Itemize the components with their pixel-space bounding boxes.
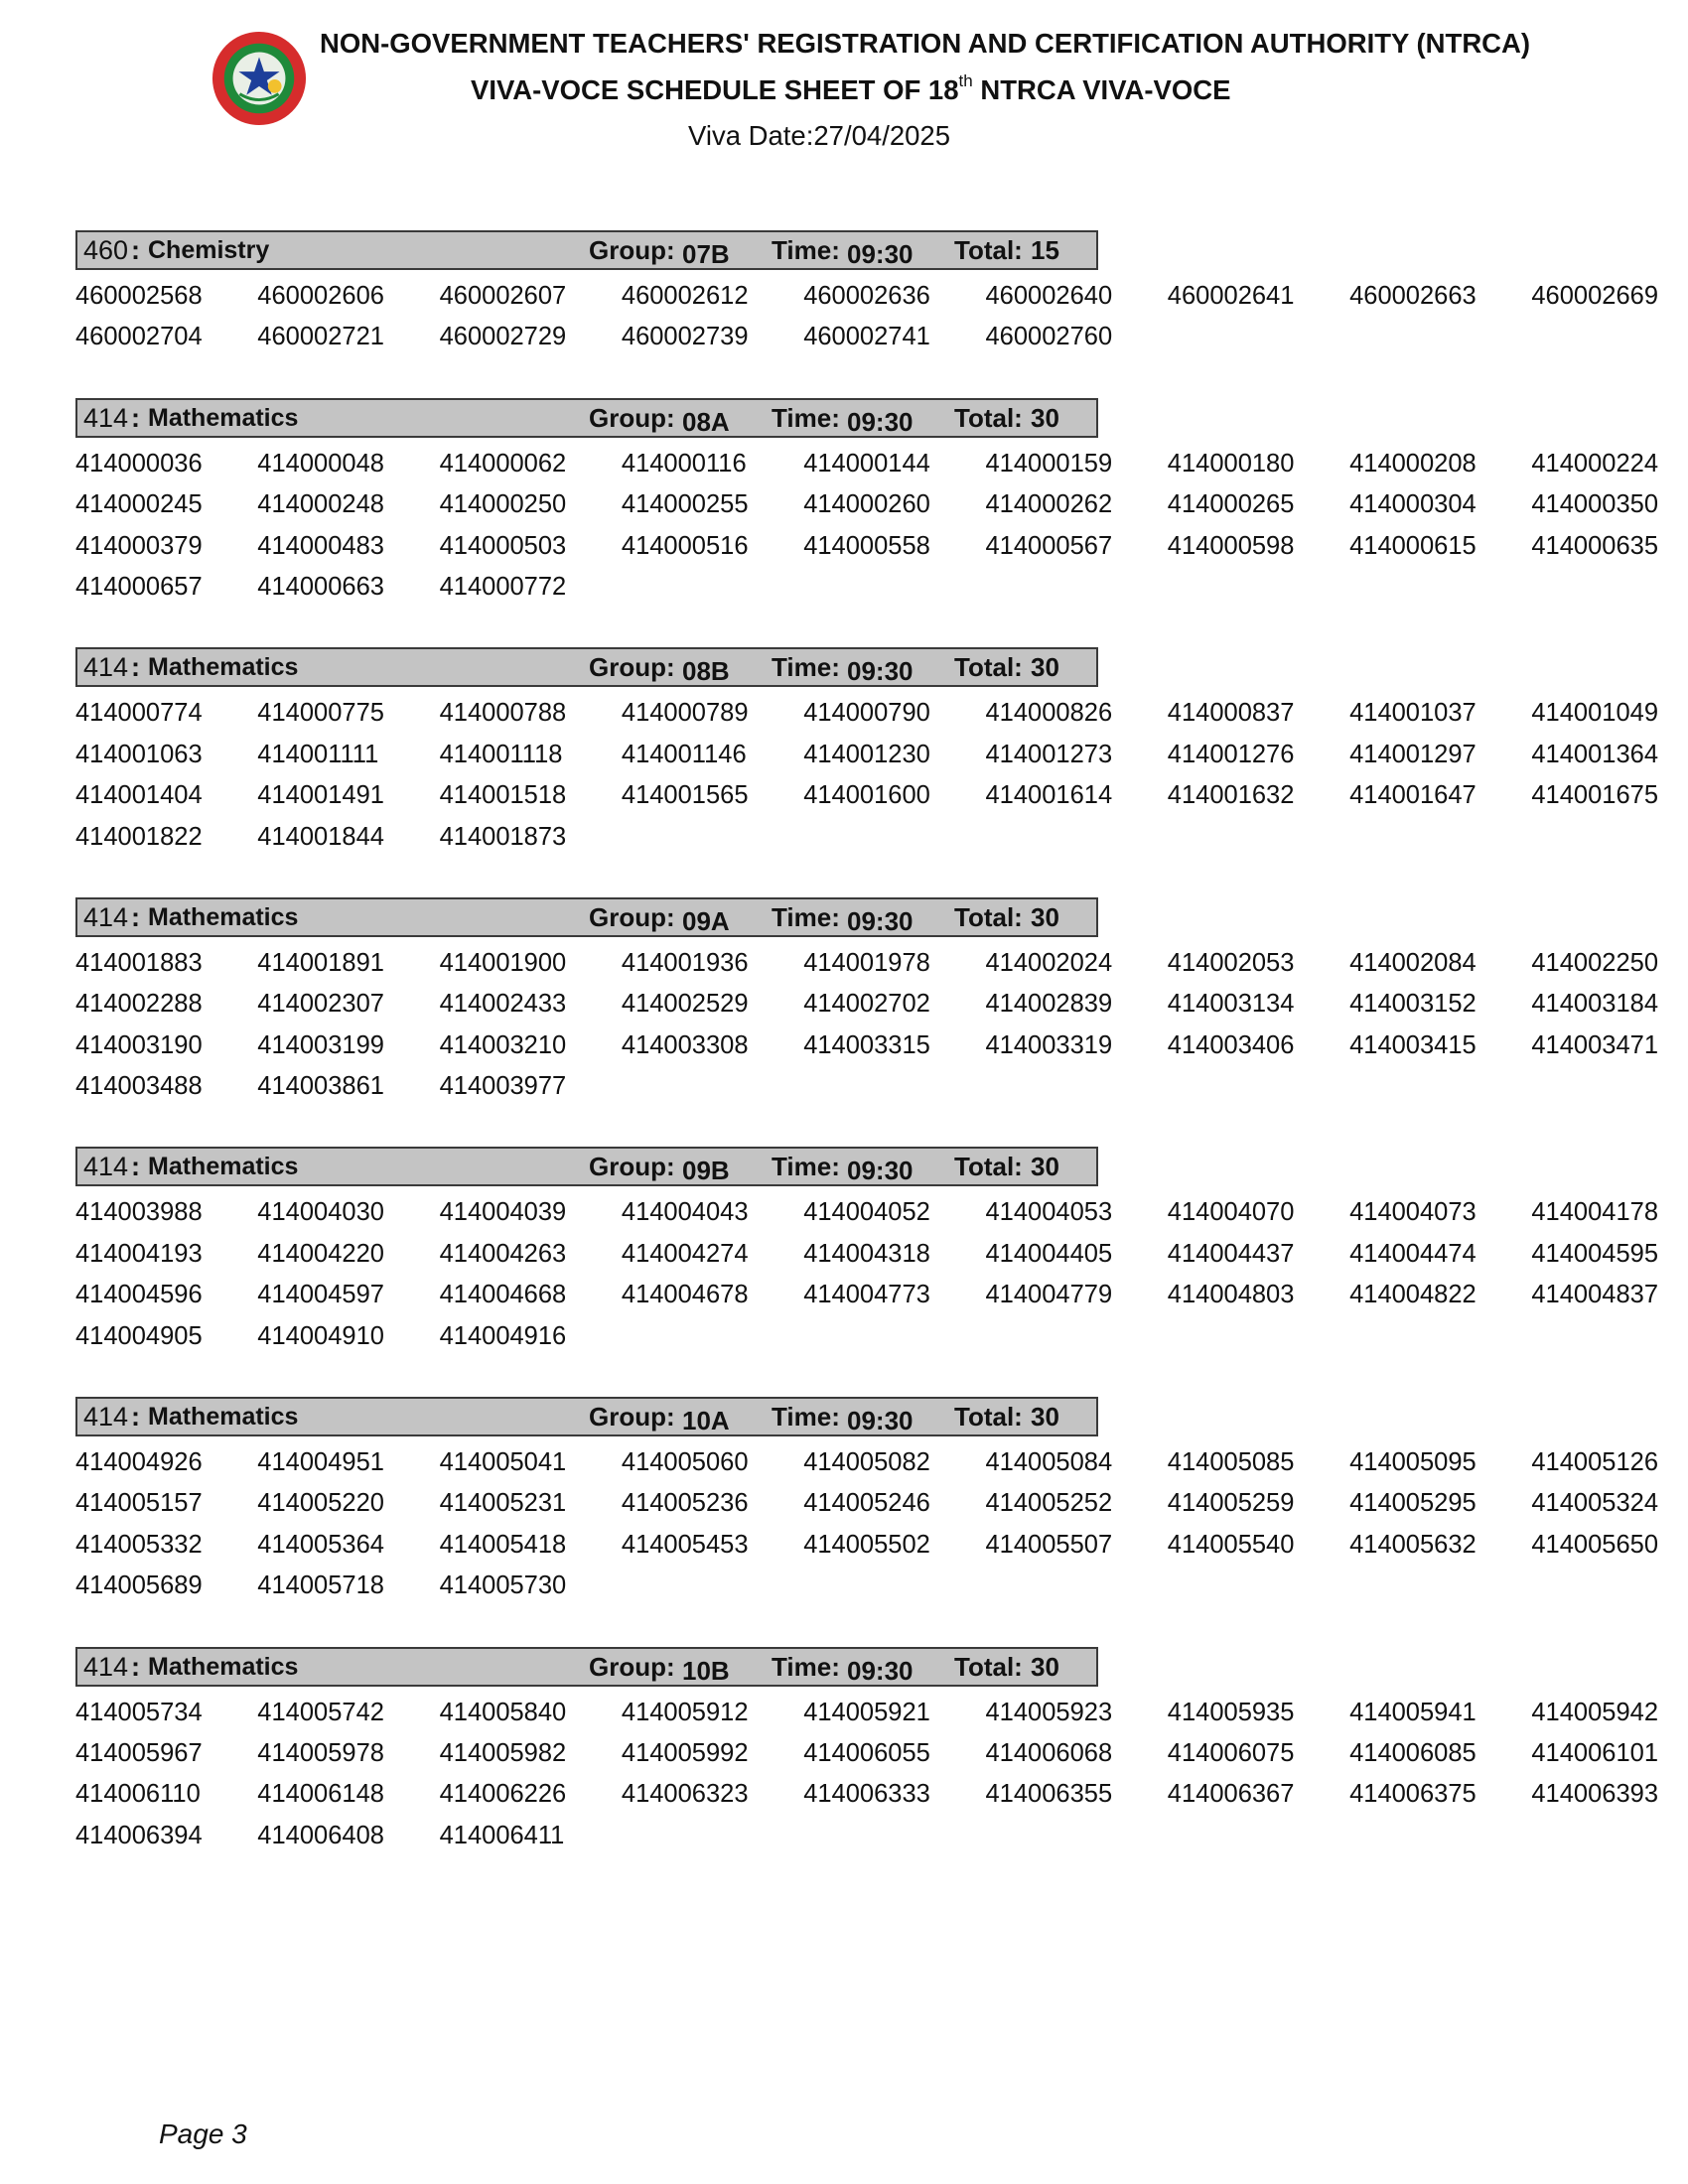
candidate-roll-number: 414005912	[621, 1698, 749, 1726]
candidate-roll-number: 414002288	[75, 990, 203, 1019]
total-label: Total:	[954, 235, 1023, 265]
candidate-roll-number: 414004043	[621, 1198, 749, 1227]
candidate-roll-number: 414004220	[257, 1239, 384, 1268]
group-value: 10B	[682, 1655, 730, 1686]
candidate-roll-number: 414006068	[985, 1738, 1113, 1767]
candidate-roll-number: 414006394	[75, 1821, 203, 1849]
candidate-roll-number: 414005742	[257, 1698, 384, 1726]
candidate-roll-number: 414004070	[1167, 1198, 1295, 1227]
candidate-roll-number: 414005041	[439, 1448, 567, 1477]
candidate-roll-number: 414006375	[1349, 1780, 1477, 1809]
subject-name: Mathematics	[148, 1652, 299, 1681]
candidate-roll-number: 414004274	[621, 1239, 749, 1268]
candidate-roll-number: 460002663	[1349, 282, 1477, 310]
ntrca-logo-icon	[211, 30, 308, 127]
candidate-roll-number: 414005231	[439, 1489, 567, 1518]
schedule-section	[75, 1147, 1674, 1357]
time-value: 09:30	[847, 905, 914, 936]
total-label: Total:	[954, 402, 1023, 433]
total-value: 30	[1031, 1402, 1059, 1433]
candidate-roll-number: 414001936	[621, 948, 749, 977]
subject-code: 414	[83, 652, 129, 683]
candidate-roll-number: 414000379	[75, 531, 203, 560]
candidate-roll-number: 414005259	[1167, 1489, 1295, 1518]
candidate-roll-number: 414003190	[75, 1030, 203, 1059]
candidate-roll-number: 414006367	[1167, 1780, 1295, 1809]
schedule-section	[75, 398, 1674, 609]
candidate-roll-number: 414001118	[439, 740, 563, 768]
candidate-roll-number: 414004597	[257, 1281, 384, 1309]
code-separator: :	[131, 1402, 140, 1433]
subject-name: Mathematics	[148, 653, 299, 682]
candidate-roll-number: 414000516	[621, 531, 749, 560]
candidate-roll-number: 414004916	[439, 1321, 567, 1350]
candidate-roll-number: 414004474	[1349, 1239, 1477, 1268]
candidate-roll-number: 414001297	[1349, 740, 1477, 768]
schedule-section	[75, 1647, 1674, 1857]
candidate-roll-number: 414003861	[257, 1072, 384, 1101]
candidate-roll-number: 414000790	[803, 699, 930, 728]
candidate-id-list	[75, 943, 1674, 1108]
candidate-roll-number: 414005840	[439, 1698, 567, 1726]
candidate-roll-number: 414000224	[1531, 449, 1659, 478]
schedule-section	[75, 647, 1674, 858]
subject-name: Mathematics	[148, 902, 299, 931]
candidate-roll-number: 414005084	[985, 1448, 1113, 1477]
candidate-roll-number: 414005157	[75, 1489, 203, 1518]
total-label: Total:	[954, 652, 1023, 683]
candidate-roll-number: 414006110	[75, 1780, 201, 1809]
section-banner	[75, 647, 1098, 687]
candidate-roll-number: 414006355	[985, 1780, 1113, 1809]
candidate-roll-number: 414005085	[1167, 1448, 1295, 1477]
total-value: 30	[1031, 901, 1059, 932]
code-separator: :	[131, 402, 140, 433]
code-separator: :	[131, 901, 140, 932]
candidate-roll-number: 414003488	[75, 1072, 203, 1101]
total-value: 30	[1031, 1651, 1059, 1682]
candidate-roll-number: 414005992	[621, 1738, 749, 1767]
candidate-roll-number: 414006085	[1349, 1738, 1477, 1767]
candidate-roll-number: 414005689	[75, 1571, 203, 1600]
candidate-roll-number: 414000248	[257, 490, 384, 519]
viva-date	[688, 120, 950, 152]
candidate-roll-number: 414005935	[1167, 1698, 1295, 1726]
candidate-roll-number: 414000304	[1349, 490, 1477, 519]
candidate-roll-number: 414002084	[1349, 948, 1477, 977]
candidate-roll-number: 414000144	[803, 449, 930, 478]
subject-code: 414	[83, 901, 129, 932]
candidate-roll-number: 414004668	[439, 1281, 567, 1309]
candidate-roll-number: 414005502	[803, 1530, 930, 1559]
candidate-roll-number: 414001844	[257, 822, 384, 851]
candidate-roll-number: 414004910	[257, 1321, 384, 1350]
candidate-roll-number: 460002640	[985, 282, 1113, 310]
candidate-id-list	[75, 1192, 1674, 1357]
document-subtitle	[471, 71, 1231, 106]
viva-date-value: 27/04/2025	[813, 120, 951, 151]
candidate-roll-number: 414004073	[1349, 1198, 1477, 1227]
candidate-roll-number: 414002702	[803, 990, 930, 1019]
candidate-roll-number: 414005126	[1531, 1448, 1659, 1477]
candidate-roll-number: 414005921	[803, 1698, 930, 1726]
candidate-roll-number: 414004437	[1167, 1239, 1295, 1268]
group-value: 08A	[682, 406, 730, 437]
candidate-roll-number: 414001883	[75, 948, 203, 977]
candidate-roll-number: 414005923	[985, 1698, 1113, 1726]
candidate-roll-number: 414001491	[257, 781, 384, 810]
total-label: Total:	[954, 1152, 1023, 1182]
candidate-roll-number: 414003415	[1349, 1030, 1477, 1059]
candidate-roll-number: 414003199	[257, 1030, 384, 1059]
section-banner	[75, 897, 1098, 937]
candidate-roll-number: 414004803	[1167, 1281, 1295, 1309]
candidate-roll-number: 414004178	[1531, 1198, 1659, 1227]
section-banner	[75, 1147, 1098, 1186]
candidate-roll-number: 414001111	[257, 740, 379, 768]
candidate-roll-number: 414000180	[1167, 449, 1295, 478]
candidate-roll-number: 414000774	[75, 699, 203, 728]
document-header	[0, 0, 1688, 169]
candidate-roll-number: 414000635	[1531, 531, 1659, 560]
group-label: Group:	[589, 402, 675, 433]
total-value: 30	[1031, 402, 1059, 433]
candidate-roll-number: 460002704	[75, 323, 203, 351]
candidate-roll-number: 414001037	[1349, 699, 1477, 728]
candidate-roll-number: 414001873	[439, 822, 567, 851]
candidate-roll-number: 414004405	[985, 1239, 1113, 1268]
candidate-roll-number: 414004678	[621, 1281, 749, 1309]
subject-code: 414	[83, 1402, 129, 1433]
code-separator: :	[131, 652, 140, 683]
candidate-roll-number: 414000826	[985, 699, 1113, 728]
candidate-roll-number: 414000789	[621, 699, 749, 728]
code-separator: :	[131, 1651, 140, 1682]
schedule-section	[75, 230, 1674, 358]
candidate-roll-number: 414005734	[75, 1698, 203, 1726]
time-label: Time:	[772, 1651, 840, 1682]
candidate-roll-number: 460002568	[75, 282, 203, 310]
candidate-roll-number: 414000567	[985, 531, 1113, 560]
candidate-id-list	[75, 276, 1674, 358]
candidate-roll-number: 414000772	[439, 572, 567, 601]
candidate-roll-number: 414000657	[75, 572, 203, 601]
time-label: Time:	[772, 402, 840, 433]
group-label: Group:	[589, 652, 675, 683]
schedule-section	[75, 897, 1674, 1108]
candidate-roll-number: 414000837	[1167, 699, 1295, 728]
candidate-roll-number: 414002250	[1531, 948, 1659, 977]
group-label: Group:	[589, 1651, 675, 1682]
candidate-roll-number: 414005418	[439, 1530, 567, 1559]
candidate-roll-number: 414004926	[75, 1448, 203, 1477]
candidate-roll-number: 414006333	[803, 1780, 930, 1809]
candidate-roll-number: 414003308	[621, 1030, 749, 1059]
candidate-roll-number: 414006408	[257, 1821, 384, 1849]
candidate-roll-number: 460002741	[803, 323, 930, 351]
candidate-roll-number: 414005453	[621, 1530, 749, 1559]
candidate-roll-number: 414004822	[1349, 1281, 1477, 1309]
candidate-id-list	[75, 1442, 1674, 1607]
group-value: 07B	[682, 239, 730, 269]
candidate-roll-number: 414001063	[75, 740, 203, 768]
group-label: Group:	[589, 235, 675, 265]
total-value: 15	[1031, 235, 1059, 265]
candidate-roll-number: 414000159	[985, 449, 1113, 478]
candidate-roll-number: 414002307	[257, 990, 384, 1019]
candidate-roll-number: 414004052	[803, 1198, 930, 1227]
candidate-roll-number: 414005941	[1349, 1698, 1477, 1726]
time-value: 09:30	[847, 1156, 914, 1186]
candidate-roll-number: 460002729	[439, 323, 567, 351]
candidate-roll-number: 414000350	[1531, 490, 1659, 519]
candidate-roll-number: 414000615	[1349, 531, 1477, 560]
candidate-roll-number: 414001891	[257, 948, 384, 977]
subject-code: 414	[83, 402, 129, 433]
group-label: Group:	[589, 1402, 675, 1433]
candidate-roll-number: 414001404	[75, 781, 203, 810]
candidate-roll-number: 460002669	[1531, 282, 1659, 310]
total-label: Total:	[954, 1651, 1023, 1682]
candidate-roll-number: 414001900	[439, 948, 567, 977]
candidate-roll-number: 414002839	[985, 990, 1113, 1019]
candidate-roll-number: 414004030	[257, 1198, 384, 1227]
candidate-roll-number: 414001273	[985, 740, 1113, 768]
candidate-roll-number: 414001146	[621, 740, 747, 768]
candidate-roll-number: 414001600	[803, 781, 930, 810]
candidate-roll-number: 414003988	[75, 1198, 203, 1227]
candidate-roll-number: 414005095	[1349, 1448, 1477, 1477]
candidate-roll-number: 414005236	[621, 1489, 749, 1518]
page-number: Page 3	[159, 2118, 247, 2149]
candidate-roll-number: 460002607	[439, 282, 567, 310]
total-value: 30	[1031, 652, 1059, 683]
candidate-roll-number: 414005332	[75, 1530, 203, 1559]
candidate-roll-number: 414005220	[257, 1489, 384, 1518]
candidate-roll-number: 414006226	[439, 1780, 567, 1809]
subject-name: Mathematics	[148, 403, 299, 432]
candidate-roll-number: 414000483	[257, 531, 384, 560]
candidate-roll-number: 414003977	[439, 1072, 567, 1101]
candidate-roll-number: 414004053	[985, 1198, 1113, 1227]
candidate-roll-number: 460002612	[621, 282, 749, 310]
candidate-roll-number: 414001518	[439, 781, 567, 810]
candidate-roll-number: 414005967	[75, 1738, 203, 1767]
candidate-roll-number: 414003406	[1167, 1030, 1295, 1059]
candidate-roll-number: 460002636	[803, 282, 930, 310]
candidate-roll-number: 414006411	[439, 1821, 565, 1849]
candidate-roll-number: 414005060	[621, 1448, 749, 1477]
candidate-roll-number: 414000262	[985, 490, 1113, 519]
candidate-roll-number: 414005730	[439, 1571, 567, 1600]
candidate-roll-number: 414000255	[621, 490, 749, 519]
candidate-roll-number: 414001675	[1531, 781, 1659, 810]
candidate-roll-number: 414006101	[1531, 1738, 1659, 1767]
candidate-roll-number: 414004193	[75, 1239, 203, 1268]
candidate-roll-number: 414005942	[1531, 1698, 1659, 1726]
candidate-roll-number: 414001614	[985, 781, 1113, 810]
code-separator: :	[131, 1152, 140, 1182]
section-banner	[75, 1397, 1098, 1436]
candidate-roll-number: 414000788	[439, 699, 567, 728]
candidate-roll-number: 414005295	[1349, 1489, 1477, 1518]
candidate-roll-number: 414001565	[621, 781, 749, 810]
candidate-roll-number: 414004039	[439, 1198, 567, 1227]
time-label: Time:	[772, 901, 840, 932]
candidate-roll-number: 414005982	[439, 1738, 567, 1767]
candidate-roll-number: 414000208	[1349, 449, 1477, 478]
time-label: Time:	[772, 235, 840, 265]
candidate-roll-number: 414000048	[257, 449, 384, 478]
candidate-roll-number: 414002024	[985, 948, 1113, 977]
candidate-roll-number: 460002641	[1167, 282, 1295, 310]
candidate-roll-number: 414000265	[1167, 490, 1295, 519]
candidate-roll-number: 414000062	[439, 449, 567, 478]
candidate-roll-number: 460002721	[257, 323, 384, 351]
candidate-roll-number: 414004779	[985, 1281, 1113, 1309]
subject-code: 460	[83, 235, 129, 265]
candidate-roll-number: 414004773	[803, 1281, 930, 1309]
candidate-roll-number: 414006148	[257, 1780, 384, 1809]
subject-name: Mathematics	[148, 1153, 299, 1181]
candidate-roll-number: 414003315	[803, 1030, 930, 1059]
candidate-roll-number: 414001230	[803, 740, 930, 768]
document-title: NON-GOVERNMENT TEACHERS' REGISTRATION AND CERTIFICATION AUTHORITY (NTRCA)	[320, 28, 1531, 59]
schedule-section	[75, 1397, 1674, 1607]
candidate-id-list	[75, 444, 1674, 609]
viva-date-label: Viva Date:	[688, 120, 814, 151]
candidate-roll-number: 414003319	[985, 1030, 1113, 1059]
subject-code: 414	[83, 1152, 129, 1182]
candidate-roll-number: 414006323	[621, 1780, 749, 1809]
candidate-roll-number: 414004596	[75, 1281, 203, 1309]
candidate-roll-number: 414001364	[1531, 740, 1659, 768]
time-value: 09:30	[847, 656, 914, 687]
candidate-roll-number: 414003210	[439, 1030, 567, 1059]
group-value: 09B	[682, 1156, 730, 1186]
candidate-roll-number: 414000558	[803, 531, 930, 560]
time-label: Time:	[772, 652, 840, 683]
time-value: 09:30	[847, 1655, 914, 1686]
candidate-roll-number: 414000250	[439, 490, 567, 519]
candidate-id-list	[75, 1693, 1674, 1857]
code-separator: :	[131, 235, 140, 265]
subtitle-prefix: VIVA-VOCE SCHEDULE SHEET OF 18	[471, 74, 959, 105]
subtitle-superscript: th	[958, 71, 973, 90]
candidate-roll-number: 414004595	[1531, 1239, 1659, 1268]
candidate-roll-number: 414000775	[257, 699, 384, 728]
section-banner	[75, 230, 1098, 270]
total-label: Total:	[954, 1402, 1023, 1433]
candidate-roll-number: 414006075	[1167, 1738, 1295, 1767]
time-value: 09:30	[847, 406, 914, 437]
candidate-roll-number: 414003184	[1531, 990, 1659, 1019]
candidate-roll-number: 414001647	[1349, 781, 1477, 810]
schedule-sections	[75, 230, 1674, 1896]
candidate-roll-number: 414000116	[621, 449, 747, 478]
candidate-roll-number: 414005082	[803, 1448, 930, 1477]
candidate-roll-number: 414005507	[985, 1530, 1113, 1559]
section-banner	[75, 398, 1098, 438]
group-label: Group:	[589, 1152, 675, 1182]
candidate-roll-number: 414002529	[621, 990, 749, 1019]
candidate-roll-number: 414003471	[1531, 1030, 1659, 1059]
candidate-roll-number: 414001049	[1531, 699, 1659, 728]
time-label: Time:	[772, 1402, 840, 1433]
candidate-roll-number: 414000503	[439, 531, 567, 560]
candidate-roll-number: 414004263	[439, 1239, 567, 1268]
group-value: 08B	[682, 656, 730, 687]
time-value: 09:30	[847, 1406, 914, 1436]
candidate-roll-number: 414005632	[1349, 1530, 1477, 1559]
candidate-roll-number: 414005540	[1167, 1530, 1295, 1559]
group-label: Group:	[589, 901, 675, 932]
candidate-roll-number: 414001276	[1167, 740, 1295, 768]
candidate-roll-number: 414000245	[75, 490, 203, 519]
candidate-roll-number: 414001632	[1167, 781, 1295, 810]
time-label: Time:	[772, 1152, 840, 1182]
time-value: 09:30	[847, 239, 914, 269]
candidate-roll-number: 414005324	[1531, 1489, 1659, 1518]
candidate-roll-number: 414001822	[75, 822, 203, 851]
section-banner	[75, 1647, 1098, 1687]
candidate-roll-number: 414005252	[985, 1489, 1113, 1518]
candidate-roll-number: 414002433	[439, 990, 567, 1019]
candidate-roll-number: 414005650	[1531, 1530, 1659, 1559]
candidate-roll-number: 460002739	[621, 323, 749, 351]
total-label: Total:	[954, 901, 1023, 932]
candidate-roll-number: 414001978	[803, 948, 930, 977]
candidate-roll-number: 414004837	[1531, 1281, 1659, 1309]
subject-code: 414	[83, 1651, 129, 1682]
candidate-roll-number: 414006393	[1531, 1780, 1659, 1809]
candidate-id-list	[75, 693, 1674, 858]
group-value: 10A	[682, 1406, 730, 1436]
candidate-roll-number: 460002606	[257, 282, 384, 310]
subject-name: Chemistry	[148, 236, 270, 264]
candidate-roll-number: 414005246	[803, 1489, 930, 1518]
candidate-roll-number: 414000260	[803, 490, 930, 519]
subtitle-suffix: NTRCA VIVA-VOCE	[980, 74, 1231, 105]
candidate-roll-number: 414000036	[75, 449, 203, 478]
candidate-roll-number: 414005364	[257, 1530, 384, 1559]
candidate-roll-number: 460002760	[985, 323, 1113, 351]
candidate-roll-number: 414003152	[1349, 990, 1477, 1019]
candidate-roll-number: 414006055	[803, 1738, 930, 1767]
candidate-roll-number: 414004951	[257, 1448, 384, 1477]
candidate-roll-number: 414000663	[257, 572, 384, 601]
candidate-roll-number: 414002053	[1167, 948, 1295, 977]
candidate-roll-number: 414003134	[1167, 990, 1295, 1019]
candidate-roll-number: 414005718	[257, 1571, 384, 1600]
candidate-roll-number: 414004905	[75, 1321, 203, 1350]
total-value: 30	[1031, 1152, 1059, 1182]
candidate-roll-number: 414000598	[1167, 531, 1295, 560]
subject-name: Mathematics	[148, 1403, 299, 1432]
group-value: 09A	[682, 905, 730, 936]
candidate-roll-number: 414005978	[257, 1738, 384, 1767]
candidate-roll-number: 414004318	[803, 1239, 930, 1268]
